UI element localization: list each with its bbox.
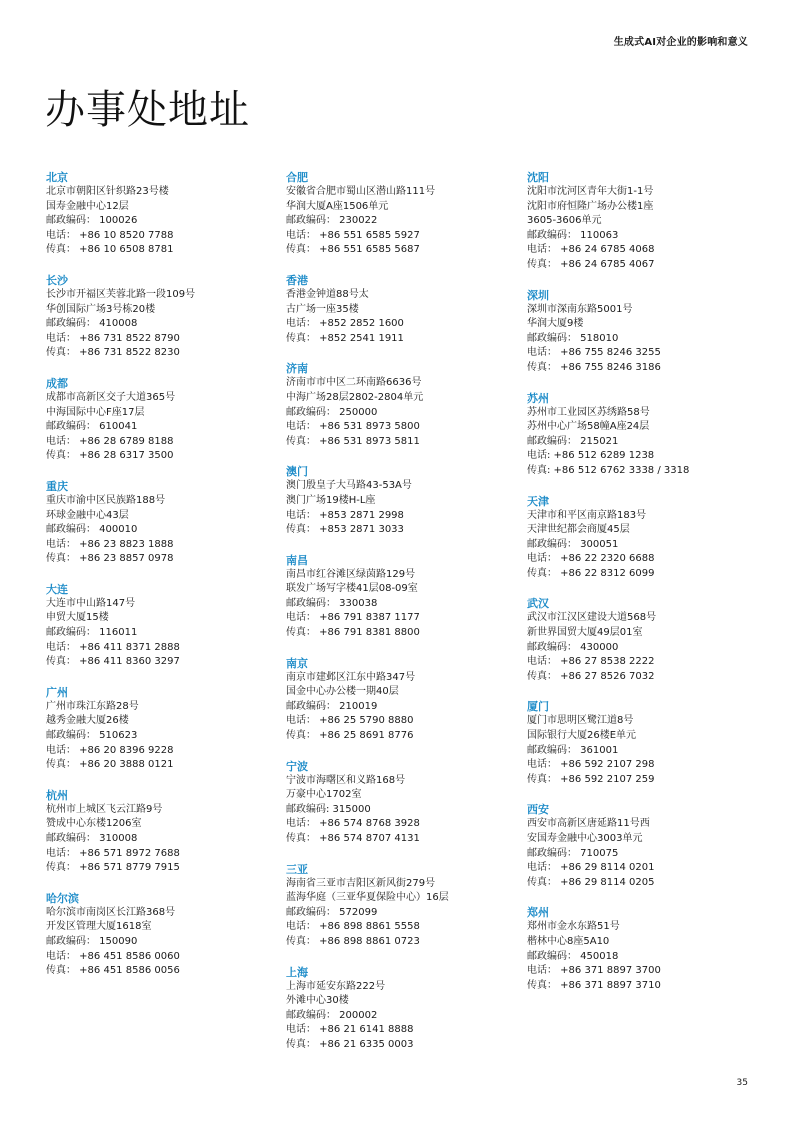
office-entry <box>46 479 271 567</box>
office-address-line: 申贸大厦15楼 <box>46 612 109 624</box>
office-city: 南昌 <box>286 553 308 567</box>
office-address-line: 电话： +86 592 2107 298 <box>527 759 655 771</box>
office-address-line: 传真： +86 23 8857 0978 <box>46 553 174 565</box>
office-address-line: 澳门殷皇子大马路43-53A号 <box>286 480 412 492</box>
office-city: 郑州 <box>527 906 549 920</box>
office-address-line: 传真： +86 451 8586 0056 <box>46 965 180 977</box>
office-address-line: 邮政编码： 410008 <box>46 318 138 330</box>
office-address-line: 邮政编码： 230022 <box>286 215 378 227</box>
office-address-line: 电话： +86 791 8387 1177 <box>286 612 420 624</box>
office-address-line: 南京市建邺区江东中路347号 <box>286 671 416 683</box>
office-address-line: 苏州中心广场58幢A座24层 <box>527 421 650 433</box>
office-address-line: 电话： +86 755 8246 3255 <box>527 347 661 359</box>
office-entry <box>286 361 511 449</box>
office-address-line: 西安市高新区唐延路11号西 <box>527 818 650 830</box>
office-address-line: 传真： +86 22 8312 6099 <box>527 567 655 579</box>
office-address-line: 邮政编码： 518010 <box>527 332 619 344</box>
office-address-line: 华润大厦9楼 <box>527 318 584 330</box>
office-address-line: 邮政编码： 710075 <box>527 847 619 859</box>
office-city: 南京 <box>286 656 308 670</box>
office-city: 合肥 <box>286 171 308 184</box>
office-entry <box>286 273 511 346</box>
office-address-line: 郑州市金水东路51号 <box>527 921 620 933</box>
office-city: 宁波 <box>286 759 308 773</box>
office-address-line: 天津世纪都会商厦45层 <box>527 524 630 536</box>
office-address-line: 传真： +86 29 8114 0205 <box>527 876 655 888</box>
office-city: 杭州 <box>46 788 68 802</box>
office-address-line: 传真： +86 571 8779 7915 <box>46 862 180 874</box>
office-address-line: 传真： +86 25 8691 8776 <box>286 730 414 742</box>
office-address-line: 厦门市思明区鹭江道8号 <box>527 715 634 727</box>
office-address-line: 电话： +86 371 8897 3700 <box>527 965 661 977</box>
office-city: 香港 <box>286 273 308 287</box>
office-address-line: 传真: +86 512 6762 3338 / 3318 <box>527 464 690 476</box>
office-entry <box>527 802 752 890</box>
office-address-line: 重庆市渝中区民族路188号 <box>46 494 166 506</box>
office-address-line: 邮政编码： 100026 <box>46 215 138 227</box>
office-entry <box>527 596 752 684</box>
office-address-line: 电话： +86 22 2320 6688 <box>527 553 655 565</box>
office-address-line: 大连市中山路147号 <box>46 597 136 609</box>
office-address-line: 邮政编码： 116011 <box>46 627 138 639</box>
office-address-line: 电话： +86 20 8396 9228 <box>46 744 174 756</box>
office-address-line: 电话： +86 27 8538 2222 <box>527 656 655 668</box>
office-address-line: 3605-3606单元 <box>527 215 602 227</box>
office-address-line: 电话： +86 571 8972 7688 <box>46 847 180 859</box>
office-address-line: 华创国际广场3号栋20楼 <box>46 303 156 315</box>
office-address-line: 苏州市工业园区苏绣路58号 <box>527 406 650 418</box>
office-entry <box>46 788 271 876</box>
office-entry <box>527 494 752 582</box>
office-address-line: 邮政编码： 610041 <box>46 421 138 433</box>
office-address-line: 邮政编码： 215021 <box>527 435 619 447</box>
office-entry <box>286 464 511 537</box>
office-address-line: 邮政编码： 450018 <box>527 950 619 962</box>
office-address-line: 电话： +86 574 8768 3928 <box>286 818 420 830</box>
office-address-line: 新世界国贸大厦49层01室 <box>527 627 643 639</box>
office-address-line: 邮政编码： 330038 <box>286 597 378 609</box>
office-address-line: 传真： +86 371 8897 3710 <box>527 979 661 991</box>
office-address-line: 电话： +86 898 8861 5558 <box>286 921 420 933</box>
office-address-line: 开发区管理大厦1618室 <box>46 921 152 933</box>
office-entry <box>286 553 511 641</box>
office-address-line: 传真： +86 28 6317 3500 <box>46 450 174 462</box>
office-address-line: 电话： +86 21 6141 8888 <box>286 1024 414 1036</box>
office-address-line: 上海市延安东路222号 <box>286 980 386 992</box>
office-address-line: 邮政编码： 250000 <box>286 406 378 418</box>
office-address-line: 国金中心办公楼一期40层 <box>286 686 399 698</box>
office-address-line: 深圳市深南东路5001号 <box>527 303 633 315</box>
office-address-line: 邮政编码： 150090 <box>46 935 138 947</box>
header-note: 生成式AI对企业的影响和意义 <box>613 37 748 48</box>
office-address-line: 邮政编码： 510623 <box>46 730 138 742</box>
office-address-line: 澳门广场19楼H-L座 <box>286 494 376 506</box>
office-address-line: 电话： +86 531 8973 5800 <box>286 421 420 433</box>
office-address-line: 传真： +86 10 6508 8781 <box>46 244 174 256</box>
office-city: 西安 <box>527 803 549 817</box>
office-address-line: 传真： +86 531 8973 5811 <box>286 435 420 447</box>
office-entry <box>46 170 271 258</box>
office-city: 天津 <box>527 494 549 508</box>
office-address-line: 海南省三亚市吉阳区新风街279号 <box>286 877 436 889</box>
office-address-line: 电话： +86 29 8114 0201 <box>527 862 655 874</box>
office-column-1 <box>46 170 271 994</box>
office-address-line: 邮政编码： 110063 <box>527 229 619 241</box>
office-address-line: 环球金融中心43层 <box>46 509 129 521</box>
office-address-line: 电话： +86 551 6585 5927 <box>286 229 420 241</box>
office-address-line: 济南市市中区二环南路6636号 <box>286 377 422 389</box>
office-address-line: 电话： +852 2852 1600 <box>286 318 404 330</box>
office-address-line: 电话： +86 411 8371 2888 <box>46 641 180 653</box>
office-address-line: 外滩中心30楼 <box>286 995 349 1007</box>
office-address-line: 电话： +853 2871 2998 <box>286 509 404 521</box>
office-address-line: 安国寿金融中心3003单元 <box>527 833 643 844</box>
office-address-line: 邮政编码： 300051 <box>527 538 619 550</box>
office-entry <box>46 582 271 670</box>
office-address-line: 邮政编码： 310008 <box>46 833 138 844</box>
office-address-line: 成都市高新区交子大道365号 <box>46 391 176 403</box>
office-entry <box>527 391 752 479</box>
office-address-line: 邮政编码： 572099 <box>286 906 378 918</box>
office-address-line: 传真： +86 27 8526 7032 <box>527 670 655 682</box>
office-entry <box>46 685 271 773</box>
office-city: 重庆 <box>46 479 68 493</box>
office-address-line: 沈阳市府恒隆广场办公楼1座 <box>527 200 654 212</box>
office-entry <box>527 905 752 993</box>
office-address-line: 沈阳市沈河区青年大街1-1号 <box>527 186 654 197</box>
office-city: 苏州 <box>527 391 549 405</box>
office-address-line: 联发广场写字楼41层08-09室 <box>286 583 418 595</box>
office-city: 哈尔滨 <box>46 891 79 905</box>
office-address-line: 华润大厦A座1506单元 <box>286 200 389 212</box>
office-address-line: 中海国际中心F座17层 <box>46 406 145 418</box>
office-address-line: 邮政编码： 200002 <box>286 1009 378 1021</box>
office-city: 三亚 <box>286 862 308 876</box>
office-entry <box>527 170 752 273</box>
office-address-line: 电话: +86 512 6289 1238 <box>527 450 655 462</box>
office-address-line: 香港金钟道88号太 <box>286 288 369 300</box>
office-address-line: 电话： +86 451 8586 0060 <box>46 950 180 962</box>
office-address-line: 电话： +86 10 8520 7788 <box>46 229 174 241</box>
office-address-line: 赞成中心东楼1206室 <box>46 818 142 830</box>
office-city: 武汉 <box>527 597 549 611</box>
office-address-line: 传真： +86 551 6585 5687 <box>286 244 420 256</box>
office-city: 沈阳 <box>527 171 549 184</box>
office-entry <box>527 699 752 787</box>
office-address-line: 国际银行大厦26楼E单元 <box>527 730 637 742</box>
office-address-line: 电话： +86 731 8522 8790 <box>46 332 180 344</box>
office-entry <box>286 862 511 950</box>
office-city: 济南 <box>286 362 308 376</box>
office-address-line: 传真： +86 24 6785 4067 <box>527 258 655 270</box>
office-city: 北京 <box>46 171 68 184</box>
office-address-line: 传真： +86 20 3888 0121 <box>46 759 174 771</box>
office-address-line: 南昌市红谷滩区绿茵路129号 <box>286 568 416 580</box>
office-city: 澳门 <box>286 465 308 479</box>
office-address-line: 武汉市江汉区建设大道568号 <box>527 612 657 624</box>
office-column-2 <box>286 170 511 1068</box>
office-address-line: 蓝海华庭（三亚华夏保险中心）16层 <box>286 892 449 904</box>
office-address-line: 传真： +853 2871 3033 <box>286 524 404 536</box>
office-address-line: 邮政编码： 210019 <box>286 700 378 712</box>
office-address-line: 邮政编码: 315000 <box>286 803 371 815</box>
office-address-line: 邮政编码： 400010 <box>46 524 138 536</box>
office-address-line: 中海广场28层2802-2804单元 <box>286 391 424 403</box>
office-entry <box>46 376 271 464</box>
office-address-line: 传真： +86 791 8381 8800 <box>286 627 420 639</box>
office-address-line: 传真： +852 2541 1911 <box>286 332 404 344</box>
office-entry <box>527 288 752 376</box>
office-address-line: 长沙市开福区芙蓉北路一段109号 <box>46 288 196 300</box>
office-entry <box>46 273 271 361</box>
office-address-line: 天津市和平区南京路183号 <box>527 509 647 521</box>
office-city: 成都 <box>46 376 68 390</box>
office-entry <box>286 170 511 258</box>
office-address-line: 传真： +86 898 8861 0723 <box>286 935 420 947</box>
page-title: 办事处地址 <box>45 87 250 133</box>
office-address-line: 万豪中心1702室 <box>286 789 362 801</box>
office-address-line: 宁波市海曙区和义路168号 <box>286 774 406 786</box>
office-address-line: 传真： +86 592 2107 259 <box>527 773 655 785</box>
office-address-line: 邮政编码： 361001 <box>527 744 619 756</box>
office-address-line: 电话： +86 23 8823 1888 <box>46 538 174 550</box>
office-address-line: 杭州市上城区飞云江路9号 <box>46 803 163 815</box>
office-address-line: 电话： +86 28 6789 8188 <box>46 435 174 447</box>
page-number: 35 <box>736 1078 748 1088</box>
office-address-line: 传真： +86 411 8360 3297 <box>46 656 180 668</box>
office-city: 长沙 <box>46 273 68 287</box>
office-address-line: 越秀金融大厦26楼 <box>46 715 129 727</box>
office-address-line: 哈尔滨市南岗区长江路368号 <box>46 906 176 918</box>
office-city: 厦门 <box>527 700 549 714</box>
office-city: 上海 <box>286 965 308 979</box>
office-entry <box>46 891 271 979</box>
office-city: 广州 <box>46 685 68 699</box>
office-column-3 <box>527 170 752 1008</box>
office-address-line: 电话： +86 24 6785 4068 <box>527 244 655 256</box>
office-address-line: 北京市朝阳区针织路23号楼 <box>46 186 169 197</box>
office-entry <box>286 965 511 1053</box>
office-address-line: 广州市珠江东路28号 <box>46 700 139 712</box>
office-city: 深圳 <box>527 288 549 302</box>
office-city: 大连 <box>46 582 68 596</box>
office-address-line: 传真： +86 755 8246 3186 <box>527 361 661 373</box>
office-address-line: 楷林中心8座5A10 <box>527 935 610 947</box>
office-address-line: 传真： +86 731 8522 8230 <box>46 347 180 359</box>
office-address-line: 电话： +86 25 5790 8880 <box>286 715 414 727</box>
office-address-line: 传真： +86 574 8707 4131 <box>286 833 420 844</box>
office-address-line: 国寿金融中心12层 <box>46 200 129 212</box>
office-address-line: 邮政编码： 430000 <box>527 641 619 653</box>
office-address-line: 传真： +86 21 6335 0003 <box>286 1038 414 1050</box>
office-entry <box>286 759 511 847</box>
office-address-line: 安徽省合肥市蜀山区潜山路111号 <box>286 186 436 197</box>
office-entry <box>286 656 511 744</box>
office-address-line: 古广场一座35楼 <box>286 303 359 315</box>
